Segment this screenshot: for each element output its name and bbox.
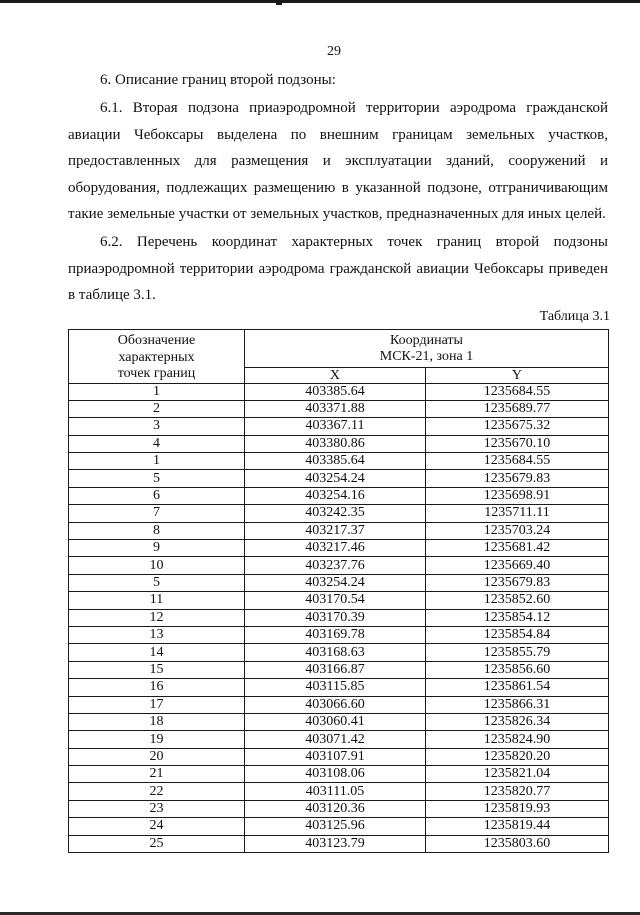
scan-top-edge	[0, 0, 640, 3]
x-coordinate-cell: 403170.54	[244, 592, 425, 609]
table-row	[69, 731, 609, 748]
table-row	[69, 522, 609, 539]
y-coordinate-cell: 1235689.77	[425, 400, 608, 417]
table-row	[69, 800, 609, 817]
x-coordinate-cell: 403169.78	[244, 626, 425, 643]
y-coordinate-cell: 1235703.24	[425, 522, 608, 539]
table-row	[69, 626, 609, 643]
x-coordinate-cell: 403254.24	[244, 574, 425, 591]
table-row	[69, 383, 609, 400]
y-coordinate-cell: 1235819.93	[425, 800, 608, 817]
point-number-cell: 15	[69, 661, 245, 678]
coordinates-table	[68, 329, 609, 853]
point-number-cell: 5	[69, 470, 245, 487]
header-coordinates	[244, 330, 608, 368]
y-coordinate-cell: 1235855.79	[425, 644, 608, 661]
table-row	[69, 453, 609, 470]
x-coordinate-cell: 403242.35	[244, 505, 425, 522]
y-coordinate-cell: 1235684.55	[425, 383, 608, 400]
x-coordinate-cell: 403385.64	[244, 453, 425, 470]
y-coordinate-cell: 1235826.34	[425, 713, 608, 730]
table-row	[69, 487, 609, 504]
table-row	[69, 540, 609, 557]
y-coordinate-cell: 1235854.84	[425, 626, 608, 643]
x-coordinate-cell: 403380.86	[244, 435, 425, 452]
table-row	[69, 435, 609, 452]
table-row	[69, 557, 609, 574]
point-number-cell: 11	[69, 592, 245, 609]
point-number-cell: 1	[69, 383, 245, 400]
y-coordinate-cell: 1235866.31	[425, 696, 608, 713]
table-row	[69, 400, 609, 417]
table-row	[69, 783, 609, 800]
table-row	[69, 505, 609, 522]
point-number-cell: 8	[69, 522, 245, 539]
x-coordinate-cell: 403237.76	[244, 557, 425, 574]
point-number-cell: 14	[69, 644, 245, 661]
point-number-cell: 10	[69, 557, 245, 574]
header-name-line: характерных	[118, 349, 195, 365]
point-number-cell: 4	[69, 435, 245, 452]
y-coordinate-cell: 1235803.60	[425, 835, 608, 852]
y-coordinate-cell: 1235820.20	[425, 748, 608, 765]
x-coordinate-cell: 403107.91	[244, 748, 425, 765]
y-coordinate-cell: 1235675.32	[425, 418, 608, 435]
y-coordinate-cell: 1235861.54	[425, 679, 608, 696]
y-coordinate-cell: 1235684.55	[425, 453, 608, 470]
x-coordinate-cell: 403125.96	[244, 818, 425, 835]
x-coordinate-cell: 403071.42	[244, 731, 425, 748]
x-coordinate-cell: 403217.46	[244, 540, 425, 557]
x-coordinate-cell: 403385.64	[244, 383, 425, 400]
header-name-line: Обозначение	[117, 333, 196, 348]
header-x: X	[244, 367, 425, 383]
y-coordinate-cell: 1235669.40	[425, 557, 608, 574]
point-number-cell: 22	[69, 783, 245, 800]
point-number-cell: 2	[69, 400, 245, 417]
y-coordinate-cell: 1235679.83	[425, 574, 608, 591]
x-coordinate-cell: 403108.06	[244, 766, 425, 783]
x-coordinate-cell: 403115.85	[244, 679, 425, 696]
point-number-cell: 16	[69, 679, 245, 696]
table-row	[69, 592, 609, 609]
table-row	[69, 609, 609, 626]
point-number-cell: 24	[69, 818, 245, 835]
point-number-cell: 12	[69, 609, 245, 626]
x-coordinate-cell: 403254.16	[244, 487, 425, 504]
table-row	[69, 418, 609, 435]
table-row	[69, 661, 609, 678]
table-row	[69, 696, 609, 713]
point-number-cell: 25	[69, 835, 245, 852]
x-coordinate-cell: 403060.41	[244, 713, 425, 730]
point-number-cell: 9	[69, 540, 245, 557]
header-coords-line: МСК-21, зона 1	[379, 348, 474, 364]
table-header-row	[69, 330, 609, 368]
table-caption: Таблица 3.1	[539, 309, 610, 324]
x-coordinate-cell: 403371.88	[244, 400, 425, 417]
y-coordinate-cell: 1235852.60	[425, 592, 608, 609]
paragraph-6-1: 6.1. Вторая подзона приаэродромной территории аэродрома гражданской авиации Чебоксары выделена по внешним границам земельных участков, предоставленных для размещения и эксплуатации зданий, сооружений и оборудования, подлежащих размещению в указанной подзоне, отграничивающим такие земельные участки от земельных участков, предназначенных для иных целей.	[68, 100, 608, 222]
y-coordinate-cell: 1235681.42	[425, 540, 608, 557]
y-coordinate-cell: 1235679.83	[425, 470, 608, 487]
header-y: Y	[425, 367, 608, 383]
table-row	[69, 818, 609, 835]
x-coordinate-cell: 403170.39	[244, 609, 425, 626]
y-coordinate-cell: 1235670.10	[425, 435, 608, 452]
y-coordinate-cell: 1235821.04	[425, 766, 608, 783]
x-coordinate-cell: 403367.11	[244, 418, 425, 435]
point-number-cell: 3	[69, 418, 245, 435]
header-coords-line: Координаты	[390, 332, 463, 348]
header-name-line: точек границ	[117, 366, 196, 381]
x-coordinate-cell: 403168.63	[244, 644, 425, 661]
point-number-cell: 23	[69, 800, 245, 817]
table-row	[69, 470, 609, 487]
section-heading: 6. Описание границ второй подзоны:	[100, 72, 336, 88]
y-coordinate-cell: 1235856.60	[425, 661, 608, 678]
y-coordinate-cell: 1235820.77	[425, 783, 608, 800]
point-number-cell: 5	[69, 574, 245, 591]
table-row	[69, 644, 609, 661]
table-row	[69, 574, 609, 591]
table-row	[69, 766, 609, 783]
point-number-cell: 18	[69, 713, 245, 730]
point-number-cell: 13	[69, 626, 245, 643]
point-number-cell: 21	[69, 766, 245, 783]
point-number-cell: 20	[69, 748, 245, 765]
x-coordinate-cell: 403217.37	[244, 522, 425, 539]
paragraph-6-2: 6.2. Перечень координат характерных точек границ второй подзоны приаэродромной территории аэродрома гражданской авиации Чебоксары приведен в таблице 3.1.	[68, 234, 608, 303]
point-number-cell: 1	[69, 453, 245, 470]
y-coordinate-cell: 1235698.91	[425, 487, 608, 504]
x-coordinate-cell: 403123.79	[244, 835, 425, 852]
y-coordinate-cell: 1235819.44	[425, 818, 608, 835]
scan-top-mark	[276, 0, 282, 5]
page-number: 29	[327, 44, 341, 59]
x-coordinate-cell: 403066.60	[244, 696, 425, 713]
table-row	[69, 748, 609, 765]
table-body	[69, 383, 609, 853]
x-coordinate-cell: 403120.36	[244, 800, 425, 817]
table-row	[69, 713, 609, 730]
x-coordinate-cell: 403254.24	[244, 470, 425, 487]
y-coordinate-cell: 1235854.12	[425, 609, 608, 626]
x-coordinate-cell: 403111.05	[244, 783, 425, 800]
table-row	[69, 835, 609, 852]
y-coordinate-cell: 1235711.11	[425, 505, 608, 522]
point-number-cell: 6	[69, 487, 245, 504]
point-number-cell: 7	[69, 505, 245, 522]
point-number-cell: 17	[69, 696, 245, 713]
table-row	[69, 679, 609, 696]
point-number-cell: 19	[69, 731, 245, 748]
x-coordinate-cell: 403166.87	[244, 661, 425, 678]
y-coordinate-cell: 1235824.90	[425, 731, 608, 748]
header-point-designation	[69, 330, 245, 384]
